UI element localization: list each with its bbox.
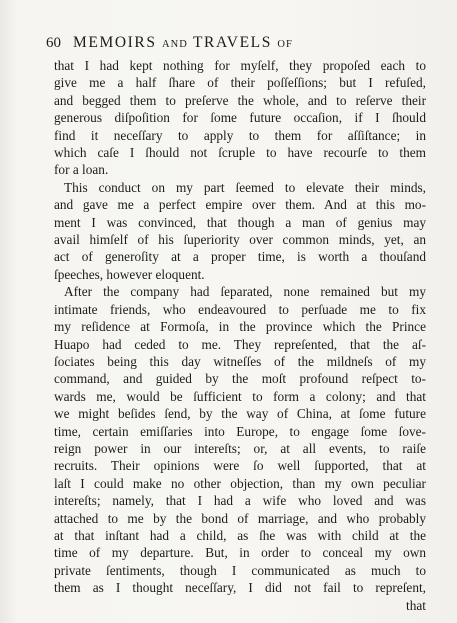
text-line: reign power in our intereſts; or, at all events, to raiſe bbox=[54, 440, 426, 456]
text-line: and begged them to preſerve the whole, and to reſerve their bbox=[54, 92, 426, 108]
text-line: recruits. Their opinions were ſo well ſupported, that at bbox=[54, 458, 426, 474]
text-line: find it neceſſary to apply to them for aſſiſtance; in bbox=[54, 127, 426, 143]
text-line: my reſidence at Formoſa, in the province which the Prince bbox=[54, 319, 426, 335]
text-line: attached to me by the bond of marriage, and who probably bbox=[54, 510, 426, 526]
paragraph-conduct bbox=[54, 179, 426, 283]
text-line: command, and guided by the moſt profound reſpect to- bbox=[54, 371, 426, 387]
text-line: laſt I could make no other objection, than my own peculiar bbox=[54, 475, 426, 491]
text-line: we might beſides ſend, by the way of China, at ſome future bbox=[54, 406, 426, 422]
text-line: intereſts; namely, that I had a wife who loved and was bbox=[54, 493, 426, 509]
page-header bbox=[46, 34, 416, 52]
text-line: them as I thought neceſſary, I did not fail to repreſent, bbox=[54, 580, 426, 596]
running-head-travels: TRAVELS bbox=[192, 34, 272, 51]
text-line: for a loan. bbox=[54, 162, 109, 178]
text-line: time of my departure. But, in order to conceal my own bbox=[54, 545, 426, 561]
text-line: wards me, would be ſufficient to form a colony; and that bbox=[54, 388, 426, 404]
text-line: intimate friends, who endeavoured to perſuade me to fix bbox=[54, 301, 426, 317]
text-line: at that inſtant had a child, as ſhe was with child at the bbox=[54, 527, 426, 543]
catchword: that bbox=[406, 597, 426, 613]
paragraph-continued bbox=[54, 57, 426, 179]
text-line: act of generoſity at a proper time, is worth a thouſand bbox=[54, 249, 426, 265]
running-head-and: AND bbox=[162, 39, 188, 50]
running-head bbox=[73, 34, 293, 52]
text-line: ment I was convinced, that though a man of genius may bbox=[54, 214, 426, 230]
text-line: give me a half ſhare of their poſſeſſions; but I refuſed, bbox=[54, 75, 426, 91]
text-line: private ſentiments, though I communicated as much to bbox=[54, 562, 426, 578]
text-line: Huapo had ceded to me. They repreſented, that the aſ- bbox=[54, 336, 426, 352]
running-head-memoirs: MEMOIRS bbox=[73, 34, 157, 51]
text-line: After the company had ſeparated, none remained but my bbox=[64, 284, 426, 300]
text-line: that I had kept nothing for myſelf, they propoſed each to bbox=[54, 58, 426, 73]
text-line: avail himſelf of his ſuperiority over common minds, yet, an bbox=[54, 232, 426, 248]
text-line: time, certain emiſſaries into Europe, to engage ſome ſove- bbox=[54, 423, 426, 439]
page-number: 60 bbox=[46, 35, 61, 51]
body-text bbox=[54, 57, 426, 614]
text-line: and gave me a perfect empire over them. And at this mo- bbox=[54, 197, 426, 213]
text-line: which caſe I ſhould not ſcruple to have recourſe to them bbox=[54, 145, 426, 161]
text-line: ſociates being this day witneſſes of the mildneſs of my bbox=[54, 353, 426, 369]
text-line: ſpeeches, however eloquent. bbox=[54, 266, 205, 282]
running-head-of: OF bbox=[277, 39, 293, 50]
text-line: This conduct on my part ſeemed to elevate their minds, bbox=[64, 179, 426, 195]
text-line: generous diſpoſition for ſome future occaſion, if I ſhould bbox=[54, 110, 426, 126]
paragraph-company bbox=[54, 283, 426, 596]
